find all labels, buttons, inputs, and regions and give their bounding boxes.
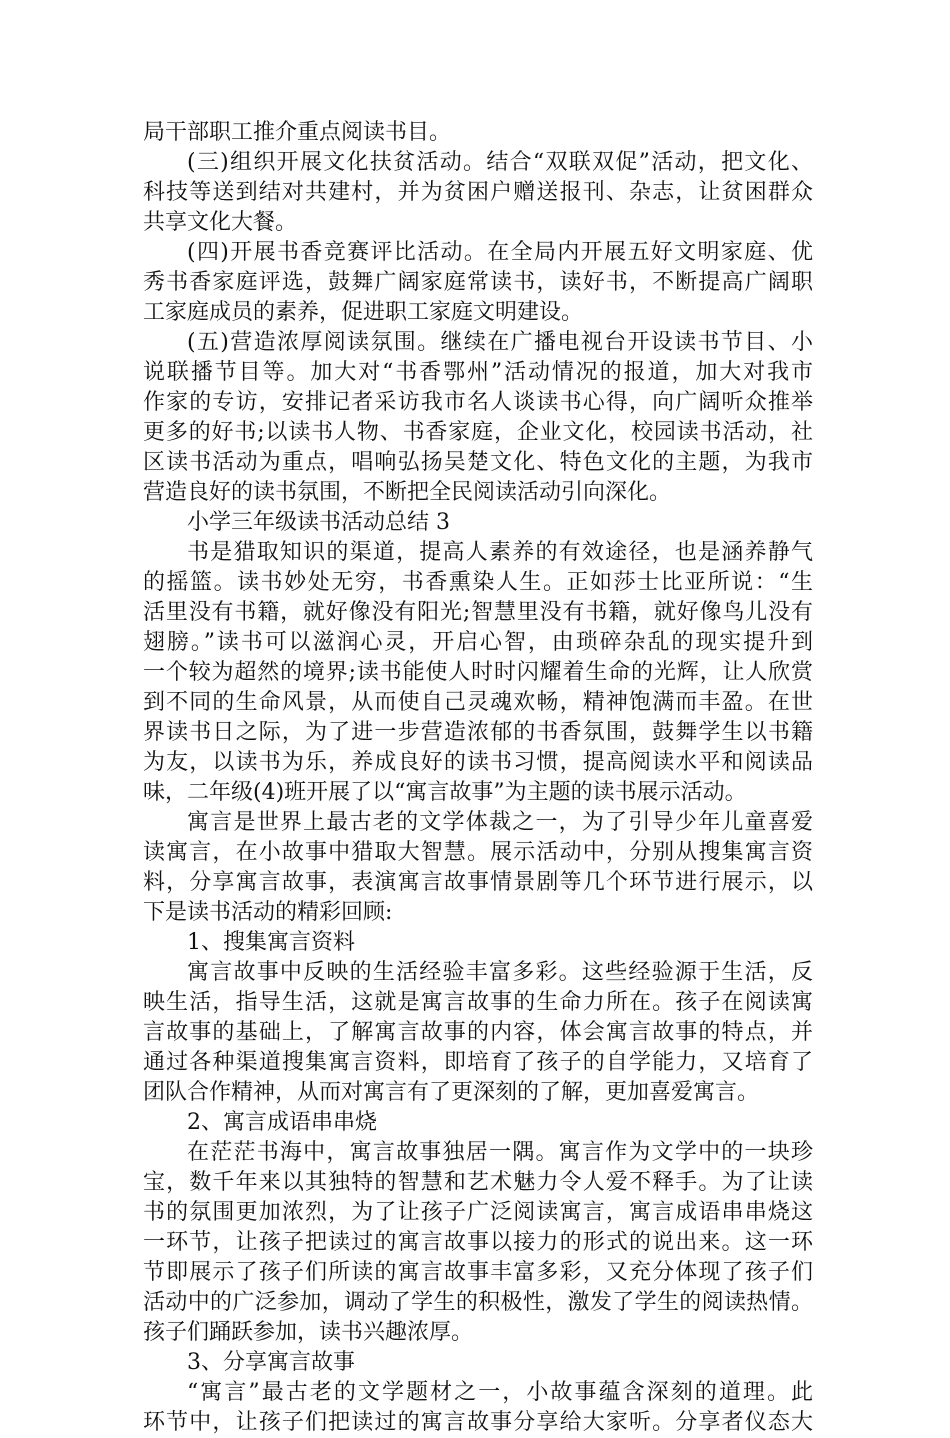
text-line: 2、寓言成语串串烧 xyxy=(187,1110,377,1135)
text-line: 寓言故事中反映的生活经验丰富多彩。这些经验源于生活，反 xyxy=(187,960,813,985)
text-line: 书是猎取知识的渠道，提高人素养的有效途径，也是涵养静气 xyxy=(187,540,813,565)
text-line: 料，分享寓言故事，表演寓言故事情景剧等几个环节进行展示，以 xyxy=(143,870,813,895)
text-line: 营造良好的读书氛围，不断把全民阅读活动引向深化。 xyxy=(143,480,672,505)
text-line: 言故事的基础上，了解寓言故事的内容，体会寓言故事的特点，并 xyxy=(143,1020,813,1045)
text-line: 环节中，让孩子们把读过的寓言故事分享给大家听。分享者仪态大 xyxy=(143,1410,813,1435)
text-line: (四)开展书香竞赛评比活动。在全局内开展五好文明家庭、优 xyxy=(187,240,813,265)
text-line: 小学三年级读书活动总结 3 xyxy=(187,510,450,535)
text-line: 更多的好书;以读书人物、书香家庭，企业文化，校园读书活动，社 xyxy=(143,420,813,445)
text-line: 翅膀。”读书可以滋润心灵，开启心智，由琐碎杂乱的现实提升到 xyxy=(143,630,813,655)
text-line: 3、分享寓言故事 xyxy=(187,1350,355,1375)
text-line: 科技等送到结对共建村，并为贫困户赠送报刊、杂志，让贫困群众 xyxy=(143,180,813,205)
text-line: 工家庭成员的素养，促进职工家庭文明建设。 xyxy=(143,300,584,325)
text-line: 秀书香家庭评选，鼓舞广阔家庭常读书，读好书，不断提高广阔职 xyxy=(143,270,813,295)
text-line: 孩子们踊跃参加，读书兴趣浓厚。 xyxy=(143,1320,474,1345)
text-line: 节即展示了孩子们所读的寓言故事丰富多彩，又充分体现了孩子们 xyxy=(143,1260,813,1285)
text-line: 为友，以读书为乐，养成良好的读书习惯，提高阅读水平和阅读品 xyxy=(143,750,813,775)
text-line: 到不同的生命风景，从而使自己灵魂欢畅，精神饱满而丰盈。在世 xyxy=(143,690,813,715)
text-line: 作家的专访，安排记者采访我市名人谈读书心得，向广阔听众推举 xyxy=(143,390,813,415)
text-line: 通过各种渠道搜集寓言资料，即培育了孩子的自学能力，又培育了 xyxy=(143,1050,813,1075)
text-line: 活动中的广泛参加，调动了学生的积极性，激发了学生的阅读热情。 xyxy=(143,1290,813,1315)
text-line: 局干部职工推介重点阅读书目。 xyxy=(143,120,452,145)
text-line: 味，二年级(4)班开展了以“寓言故事”为主题的读书展示活动。 xyxy=(143,780,747,805)
text-line: 宝，数千年来以其独特的智慧和艺术魅力令人爱不释手。为了让读 xyxy=(143,1170,813,1195)
text-line: 1、搜集寓言资料 xyxy=(187,930,355,955)
document-body xyxy=(143,118,813,1438)
text-line: 下是读书活动的精彩回顾: xyxy=(143,900,393,925)
text-line: 一环节，让孩子把读过的寓言故事以接力的形式的说出来。这一环 xyxy=(143,1230,813,1255)
text-line: 团队合作精神，从而对寓言有了更深刻的了解，更加喜爱寓言。 xyxy=(143,1080,760,1105)
text-line: “寓言”最古老的文学题材之一，小故事蕴含深刻的道理。此 xyxy=(187,1380,813,1405)
text-line: 活里没有书籍，就好像没有阳光;智慧里没有书籍，就好像鸟儿没有 xyxy=(143,600,813,625)
text-line: 在茫茫书海中，寓言故事独居一隅。寓言作为文学中的一块珍 xyxy=(187,1140,813,1165)
text-line: (五)营造浓厚阅读氛围。继续在广播电视台开设读书节目、小 xyxy=(187,330,813,355)
text-line: 一个较为超然的境界;读书能使人时时闪耀着生命的光辉，让人欣赏 xyxy=(143,660,813,685)
text-line: 共享文化大餐。 xyxy=(143,210,298,235)
text-line: 映生活，指导生活，这就是寓言故事的生命力所在。孩子在阅读寓 xyxy=(143,990,813,1015)
text-line: 书的氛围更加浓烈，为了让孩子广泛阅读寓言，寓言成语串串烧这 xyxy=(143,1200,813,1225)
text-line: (三)组织开展文化扶贫活动。结合“双联双促”活动，把文化、 xyxy=(187,150,813,175)
text-line: 区读书活动为重点，唱响弘扬吴楚文化、特色文化的主题，为我市 xyxy=(143,450,813,475)
text-line: 界读书日之际，为了进一步营造浓郁的书香氛围，鼓舞学生以书籍 xyxy=(143,720,813,745)
text-line: 寓言是世界上最古老的文学体裁之一，为了引导少年儿童喜爱 xyxy=(187,810,813,835)
text-line: 的摇篮。读书妙处无穷，书香熏染人生。正如莎士比亚所说：“生 xyxy=(143,570,813,595)
text-line: 读寓言，在小故事中猎取大智慧。展示活动中，分别从搜集寓言资 xyxy=(143,840,813,865)
text-line: 说联播节目等。加大对“书香鄂州”活动情况的报道，加大对我市 xyxy=(143,360,813,385)
